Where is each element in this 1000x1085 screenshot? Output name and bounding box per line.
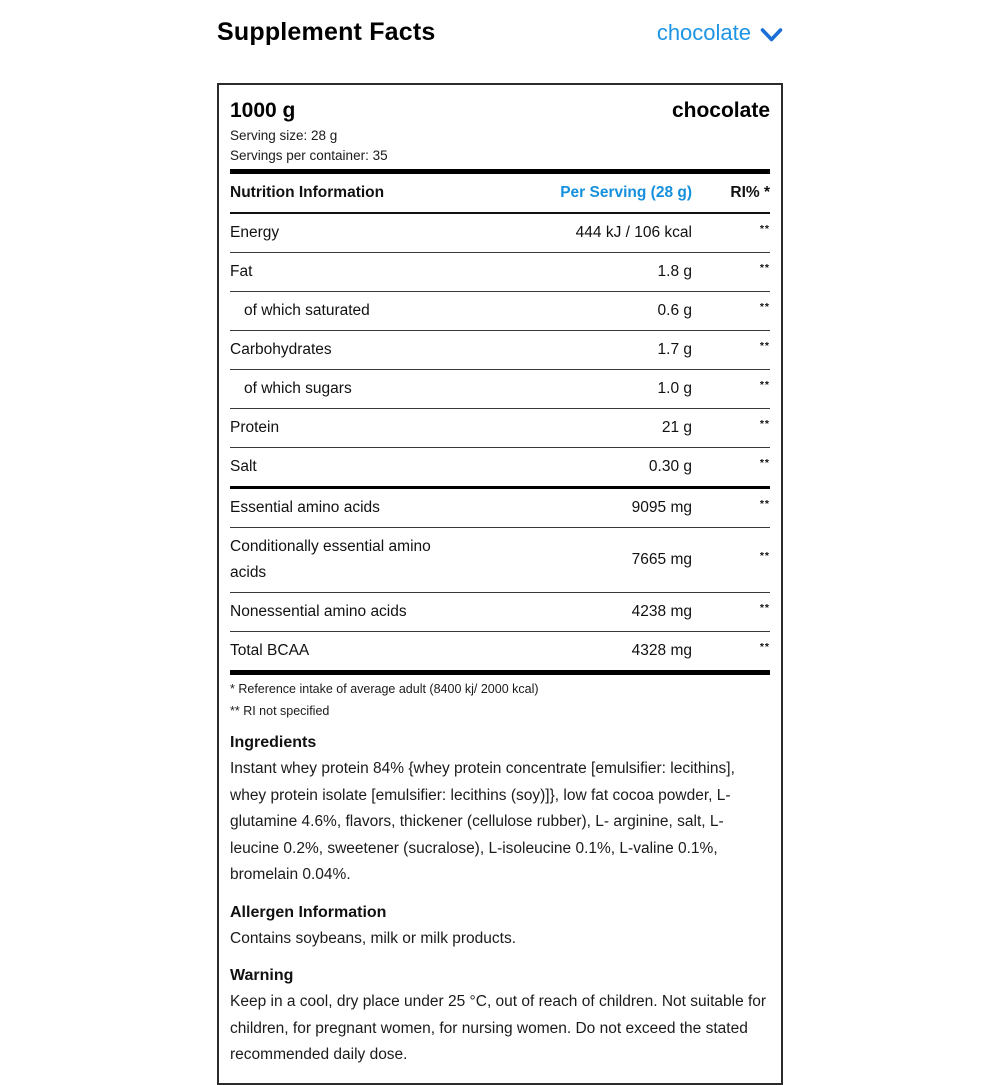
row-ri: ** xyxy=(759,417,770,430)
table-row xyxy=(230,632,770,675)
table-row xyxy=(230,593,770,632)
row-value: 1.8 g xyxy=(657,263,692,280)
row-value: 4328 mg xyxy=(631,642,692,659)
header-ri: RI% * xyxy=(730,184,770,201)
row-name: Total BCAA xyxy=(230,642,310,659)
page-title: Supplement Facts xyxy=(217,18,436,46)
chevron-down-icon xyxy=(760,27,783,43)
ingredients-title: Ingredients xyxy=(230,734,317,751)
row-value: 1.7 g xyxy=(657,341,692,358)
table-row xyxy=(230,448,770,489)
nutrition-table xyxy=(230,174,770,675)
row-ri: ** xyxy=(759,456,770,469)
footnote-reference-intake: * Reference intake of average adult (8400 kj/ 2000 kcal) xyxy=(230,682,539,696)
row-name: Energy xyxy=(230,224,280,241)
table-row xyxy=(230,370,770,409)
table-row xyxy=(230,489,770,528)
panel-head xyxy=(230,95,770,125)
row-value: 21 g xyxy=(661,419,692,436)
row-value: 0.30 g xyxy=(648,458,692,475)
row-name: Essential amino acids xyxy=(230,499,380,516)
warning-title: Warning xyxy=(230,967,294,984)
supplement-facts-page xyxy=(217,0,783,1085)
row-name: of which saturated xyxy=(244,302,370,319)
row-value: 444 kJ / 106 kcal xyxy=(575,224,692,241)
table-row xyxy=(230,409,770,448)
package-size: 1000 g xyxy=(230,99,296,122)
serving-size: Serving size: 28 g xyxy=(230,127,338,143)
footnote-ri-not-specified: ** RI not specified xyxy=(230,704,330,718)
table-row xyxy=(230,214,770,253)
row-value: 0.6 g xyxy=(657,302,692,319)
table-header-row xyxy=(230,174,770,214)
row-name: Fat xyxy=(230,263,253,280)
row-ri: ** xyxy=(759,339,770,352)
table-row xyxy=(230,292,770,331)
flavor-dropdown-label: chocolate xyxy=(656,19,751,45)
warning-text: Keep in a cool, dry place under 25 °C, out of reach of children. Not suitable for children, for pregnant women, for nursing women. Do not exceed the stated recommended daily dose. xyxy=(230,993,767,1063)
page-header xyxy=(217,18,783,47)
row-ri: ** xyxy=(759,300,770,313)
row-ri: ** xyxy=(759,261,770,274)
allergen-title: Allergen Information xyxy=(230,903,387,921)
servings-per-container: Servings per container: 35 xyxy=(230,147,388,163)
row-ri: ** xyxy=(759,640,770,653)
ingredients-text: Instant whey protein 84% {whey protein concentrate [emulsifier: lecithins], whey protein isolate [emulsifier: lecithins (soy)]}, low fat cocoa powder, L-glutamine 4.6%, flavors, thickener (cellulose rubber), L- arginine, salt, L-leucine 0.2%, sweetener (sucralose), L-isoleucine 0.1%, L-valine 0.1%, bromelain 0.04%. xyxy=(230,760,735,883)
row-name: Conditionally essential amino acids xyxy=(230,538,431,581)
panel-flavor: chocolate xyxy=(671,99,770,122)
row-value: 1.0 g xyxy=(657,380,692,397)
row-ri: ** xyxy=(759,601,770,614)
allergen-text: Contains soybeans, milk or milk products. xyxy=(230,929,517,947)
table-row xyxy=(230,528,770,593)
row-ri: ** xyxy=(759,497,770,510)
header-name: Nutrition Information xyxy=(230,184,385,201)
flavor-dropdown[interactable] xyxy=(657,20,783,46)
row-ri: ** xyxy=(759,378,770,391)
row-value: 4238 mg xyxy=(631,603,692,620)
row-ri: ** xyxy=(759,549,770,562)
row-value: 7665 mg xyxy=(631,551,692,568)
header-per-serving: Per Serving (28 g) xyxy=(560,184,692,201)
table-row xyxy=(230,253,770,292)
row-name: Protein xyxy=(230,419,280,436)
row-ri: ** xyxy=(759,222,770,235)
row-name: Salt xyxy=(230,458,257,475)
table-row xyxy=(230,331,770,370)
row-name: Nonessential amino acids xyxy=(230,603,407,620)
row-value: 9095 mg xyxy=(631,499,692,516)
row-name: of which sugars xyxy=(244,380,352,397)
row-name: Carbohydrates xyxy=(230,341,332,358)
supplement-facts-panel xyxy=(217,83,783,1085)
